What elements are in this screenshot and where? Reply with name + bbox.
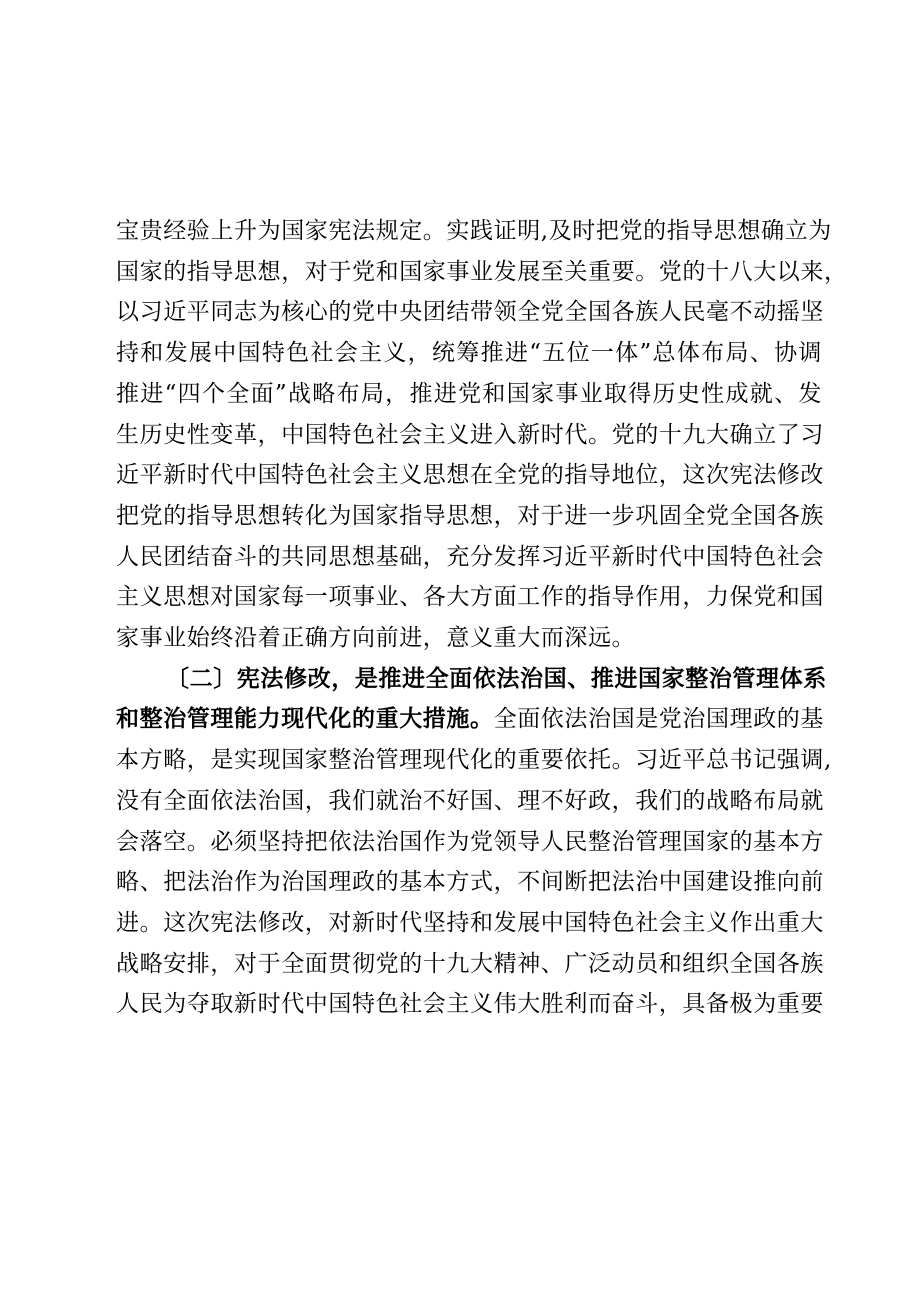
text-line: [116, 415, 822, 455]
text-line: [116, 292, 822, 332]
paragraph-text: 主义思想对国家每一项事业、各大方面工作的指导作用，力保党和国: [116, 584, 824, 611]
text-line: [116, 984, 822, 1024]
paragraph-text: 推进“四个全面”战略布局，推进党和国家事业取得历史性成就、发: [116, 380, 822, 407]
text-line: [116, 740, 832, 780]
text-line: [116, 333, 822, 373]
paragraph-text: 战略安排，对于全面贯彻党的十九大精神、广泛动员和组织全国各族: [116, 950, 824, 977]
paragraph-text: 全面依法治国是党治国理政的基: [493, 706, 825, 733]
text-line: [116, 862, 822, 902]
paragraph-text: 宝贵经验上升为国家宪法规定。实践证明,及时把党的指导思想确立为: [116, 218, 832, 244]
text-line: [116, 496, 822, 536]
text-line: [116, 211, 832, 251]
text-line: [116, 903, 822, 943]
paragraph-text: 以习近平同志为核心的党中央团结带领全党全国各族人民毫不动摇坚: [116, 299, 824, 326]
text-line: [116, 781, 822, 821]
text-line: [116, 374, 822, 414]
bold-heading-text: 〔二〕宪法修改，是推进全面依法治国、推进国家整治管理体系: [166, 664, 827, 692]
paragraph-text: 生历史性变革，中国特色社会主义进入新时代。党的十九大确立了习: [116, 421, 824, 448]
text-line: [116, 252, 848, 292]
paragraph-text: 国家的指导思想，对于党和国家事业发展至关重要。党的十八大以来，: [116, 258, 848, 285]
text-line: [116, 822, 822, 862]
paragraph-text: 略、把法治作为治国理政的基本方式，不间断把法治中国建设推向前: [116, 869, 824, 896]
paragraph-text: 本方略，是实现国家整治管理现代化的重要依托。习近平总书记强调,: [116, 747, 832, 774]
text-line: [116, 699, 825, 739]
text-line: [116, 944, 822, 984]
paragraph-text: 持和发展中国特色社会主义，统筹推进“五位一体”总体布局、协调: [116, 340, 822, 367]
paragraph-text: 会落空。必须坚持把依法治国作为党领导人民整治管理国家的基本方: [116, 828, 824, 855]
bold-heading-text: 和整治管理能力现代化的重大措施。: [116, 705, 494, 733]
paragraph-text: 把党的指导思想转化为国家指导思想，对于进一步巩固全党全国各族: [116, 502, 824, 529]
text-line: [116, 618, 822, 658]
text-line: [116, 577, 822, 617]
text-line: [116, 537, 822, 577]
paragraph-text: 进。这次宪法修改，对新时代坚持和发展中国特色社会主义作出重大: [116, 909, 824, 936]
paragraph-text: 近平新时代中国特色社会主义思想在全党的指导地位，这次宪法修改: [116, 462, 824, 489]
text-line: [116, 455, 822, 495]
paragraph-text: 没有全面依法治国，我们就治不好国、理不好政，我们的战略布局就: [116, 787, 824, 814]
paragraph-text: 人民团结奋斗的共同思想基础，充分发挥习近平新时代中国特色社会: [116, 543, 824, 570]
paragraph-text: 人民为夺取新时代中国特色社会主义伟大胜利而奋斗，具备极为重要: [116, 991, 824, 1018]
section-heading-line: [166, 659, 827, 699]
paragraph-text: 家事业始终沿着正确方向前进，意义重大而深远。: [116, 625, 636, 651]
